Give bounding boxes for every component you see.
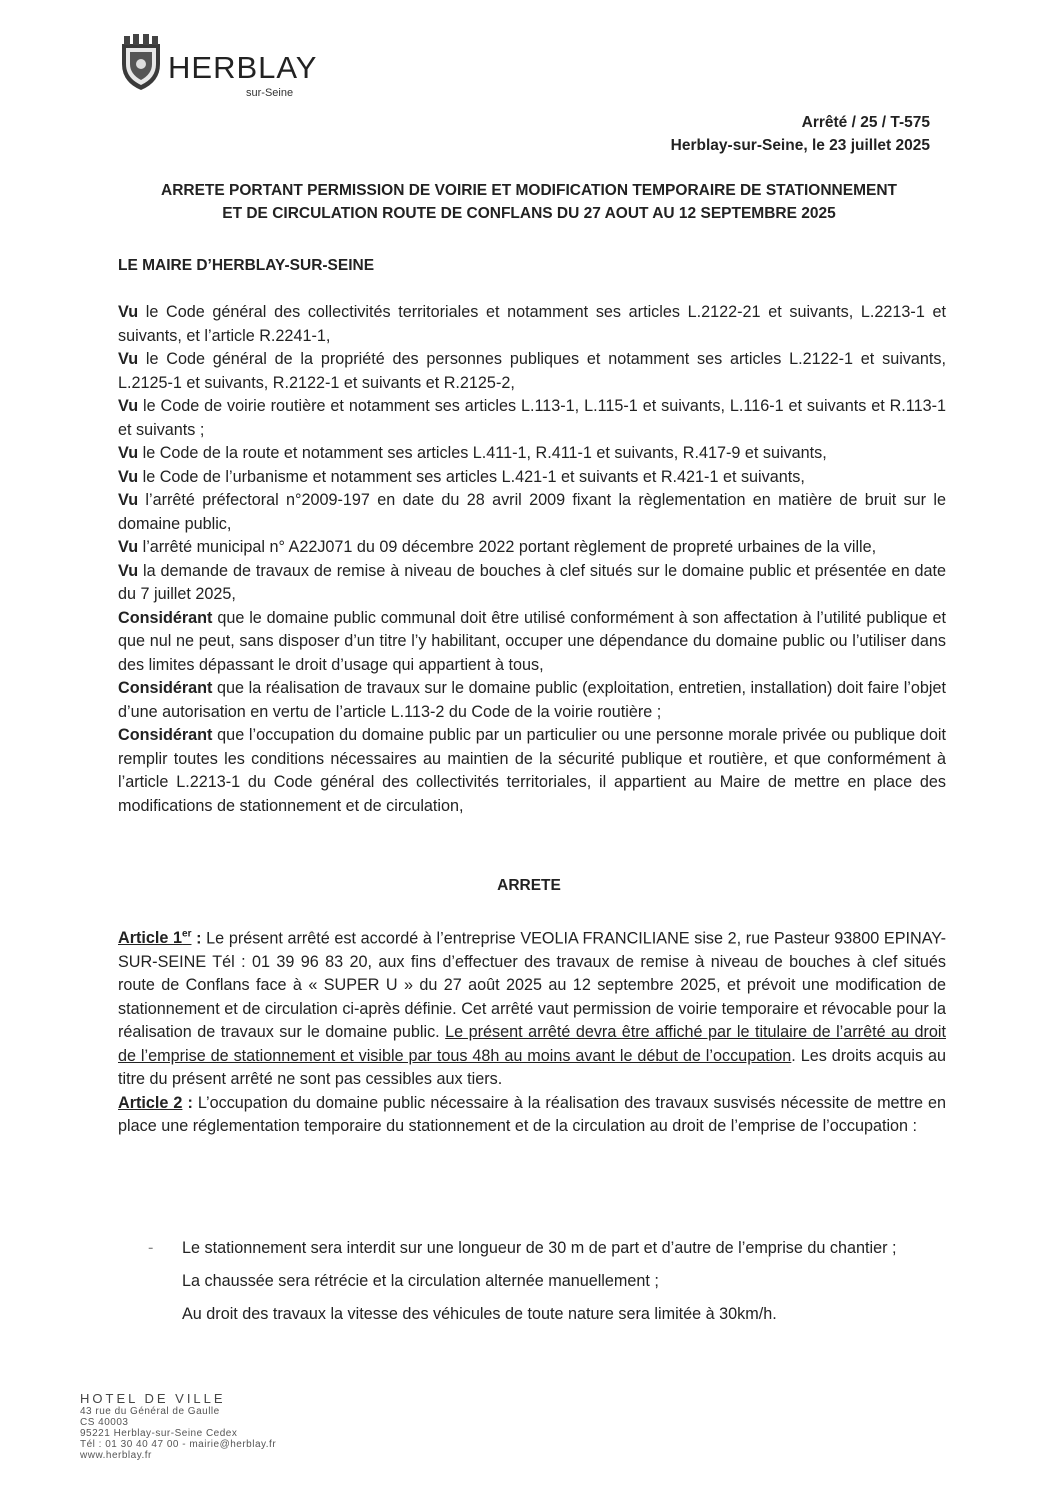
visa-lead: Vu xyxy=(118,467,139,486)
decree-number: Arrêté / 25 / T-575 xyxy=(801,114,930,131)
article-2 xyxy=(118,1092,946,1139)
considerant-lead: Considérant xyxy=(118,679,213,697)
footer-website: www.herblay.fr xyxy=(80,1450,152,1461)
footer-heading: HOTEL DE VILLE xyxy=(80,1391,226,1406)
visa-lead: Vu xyxy=(118,538,139,556)
considerant-paragraph xyxy=(118,677,946,724)
visa-lead: Vu xyxy=(118,491,139,509)
considerant-text: que le domaine public communal doit être utilisé conformément à son affectation à l’utilité publique et que nul ne peut, sans disposer d’un titre l’y habilitant, occuper une dépendance du domaine public ou l’utiliser dans des limites dépassant le droit d’usage qui appartient à tous, xyxy=(118,608,946,674)
footer-cs: CS 40003 xyxy=(80,1417,129,1428)
article-1 xyxy=(118,923,946,1092)
considerant-paragraph xyxy=(118,607,946,678)
considerant-text: que la réalisation de travaux sur le domaine public (exploitation, entretien, installation) doit faire l’objet d’une autorisation en vertu de l’article L.113-2 du Code de la voirie routière ; xyxy=(118,679,946,721)
article-2-text: L’occupation du domaine public nécessaire à la réalisation des travaux susvisés nécessite de mettre en place une réglementation temporaire du stationnement et de la circulation au droit de l’emprise de l’occupation : xyxy=(118,1093,946,1136)
city-logo xyxy=(118,34,338,104)
article-1-sup: er xyxy=(182,929,192,940)
visa-lead: Vu xyxy=(118,350,139,368)
footer-city: 95221 Herblay-sur-Seine Cedex xyxy=(80,1428,238,1439)
bullet-icon: - xyxy=(148,1239,154,1257)
decree-place-date: Herblay-sur-Seine, le 23 juillet 2025 xyxy=(670,137,930,154)
considerant-lead: Considérant xyxy=(118,726,213,744)
measure-text: La chaussée sera rétrécie et la circulation alternée manuellement ; xyxy=(182,1272,659,1290)
visa-lead: Vu xyxy=(118,444,139,462)
visa-paragraph xyxy=(118,301,946,348)
article-1-underlined-text: Le présent arrêté devra être affiché par le titulaire de l’arrêté au droit de l’emprise de stationnement et visible par tous 48h au moins avant le début de l’occupation xyxy=(118,1023,947,1065)
article-1-label xyxy=(118,929,191,947)
visa-paragraph xyxy=(118,348,946,395)
article-2-colon: : xyxy=(182,1093,193,1112)
visa-text: l’arrêté préfectoral n°2009-197 en date du 28 avril 2009 fixant la règlementation en matière de bruit sur le domaine public, xyxy=(118,491,946,533)
visa-text: le Code de l’urbanisme et notamment ses articles L.421-1 et suivants et R.421-1 et suivants, xyxy=(138,467,805,486)
measure-item xyxy=(148,1298,946,1331)
visa-text: le Code de voirie routière et notamment ses articles L.113-1, L.115-1 et suivants, L.116-1 et suivants et R.113-1 et suivants ; xyxy=(118,397,946,439)
logo-subtitle: sur-Seine xyxy=(246,87,294,99)
articles-section xyxy=(118,923,946,1139)
measure-item xyxy=(148,1232,946,1265)
measure-text: Le stationnement sera interdit sur une longueur de 30 m de part et d’autre de l’emprise du chantier ; xyxy=(182,1239,897,1257)
mayor-heading: LE MAIRE D’HERBLAY-SUR-SEINE xyxy=(118,257,375,274)
decree-title xyxy=(110,179,948,225)
title-line-2: ET DE CIRCULATION ROUTE DE CONFLANS DU 27 AOUT AU 12 SEPTEMBRE 2025 xyxy=(222,205,836,222)
coat-of-arms-icon xyxy=(118,34,164,92)
considerant-text: que l’occupation du domaine public par un particulier ou une personne morale privée ou publique doit remplir toutes les conditions nécessaires au maintien de la sécurité publique et routière, et que conformément à l’article L.2213-1 du Code général des collectivités territoriales, il appartient au Maire de mettre en place des modifications de stationnement et de circulation, xyxy=(118,726,946,815)
visa-text: l’arrêté municipal n° A22J071 du 09 décembre 2022 portant règlement de propreté urbaines de la ville, xyxy=(138,538,877,556)
visa-text: le Code de la route et notamment ses articles L.411-1, R.411-1 et suivants, R.417-9 et suivants, xyxy=(138,444,827,462)
measure-text: Au droit des travaux la vitesse des véhicules de toute nature sera limitée à 30km/h. xyxy=(182,1305,777,1323)
visas-section xyxy=(118,301,946,818)
article-1-colon: : xyxy=(191,929,202,948)
visa-paragraph xyxy=(118,560,946,607)
visa-text: la demande de travaux de remise à niveau de bouches à clef situés sur le domaine public et présentée en date du 7 juillet 2025, xyxy=(118,561,946,603)
title-line-1: ARRETE PORTANT PERMISSION DE VOIRIE ET MODIFICATION TEMPORAIRE DE STATIONNEMENT xyxy=(161,182,897,199)
footer-contact: Tél : 01 30 40 47 00 - mairie@herblay.fr xyxy=(80,1439,277,1450)
visa-lead: Vu xyxy=(118,397,139,415)
footer-street: 43 rue du Général de Gaulle xyxy=(80,1406,220,1417)
visa-paragraph xyxy=(118,395,946,442)
visa-lead: Vu xyxy=(118,561,139,580)
measure-item xyxy=(148,1265,946,1298)
measures-list xyxy=(148,1232,946,1331)
visa-paragraph xyxy=(118,466,946,490)
footer-address xyxy=(80,1392,320,1461)
visa-paragraph xyxy=(118,442,946,466)
logo-name: HERBLAY xyxy=(168,50,318,85)
article-2-label: Article 2 xyxy=(118,1093,183,1112)
article-1-label-text: Article 1 xyxy=(118,929,183,948)
considerant-lead: Considérant xyxy=(118,608,213,627)
article-1-tail: . Les droits acquis au titre du présent arrêté ne sont pas cessibles aux tiers. xyxy=(118,1046,946,1089)
article-1-text: Le présent arrêté est accordé à l’entreprise VEOLIA FRANCILIANE sise 2, rue Pasteur 93800 EPINAY-SUR-SEINE Tél : 01 39 96 83 20, aux fins d’effectuer des travaux de remise à niveau de bouches à clef situés route de Conflans face à « SUPER U » du 27 août 2025 au 12 septembre 2025, et prévoit une modification de stationnement et de circulation ci-après définie. Cet arrêté vaut permission de voirie temporaire et révocable pour la réalisation de travaux sur le domaine public. xyxy=(118,929,947,1042)
visa-text: le Code général de la propriété des personnes publiques et notamment ses articles L.2122-1 et suivants, L.2125-1 et suivants, R.2122-1 et suivants et R.2125-2, xyxy=(118,350,946,392)
visa-paragraph xyxy=(118,536,946,560)
visa-paragraph xyxy=(118,489,946,536)
decree-reference xyxy=(671,111,930,157)
visa-lead: Vu xyxy=(118,303,139,321)
visa-text: le Code général des collectivités territoriales et notamment ses articles L.2122-21 et suivants, L.2213-1 et suivants, et l’article R.2241-1, xyxy=(118,303,946,345)
considerant-paragraph xyxy=(118,724,946,818)
arrete-heading: ARRETE xyxy=(497,877,561,894)
